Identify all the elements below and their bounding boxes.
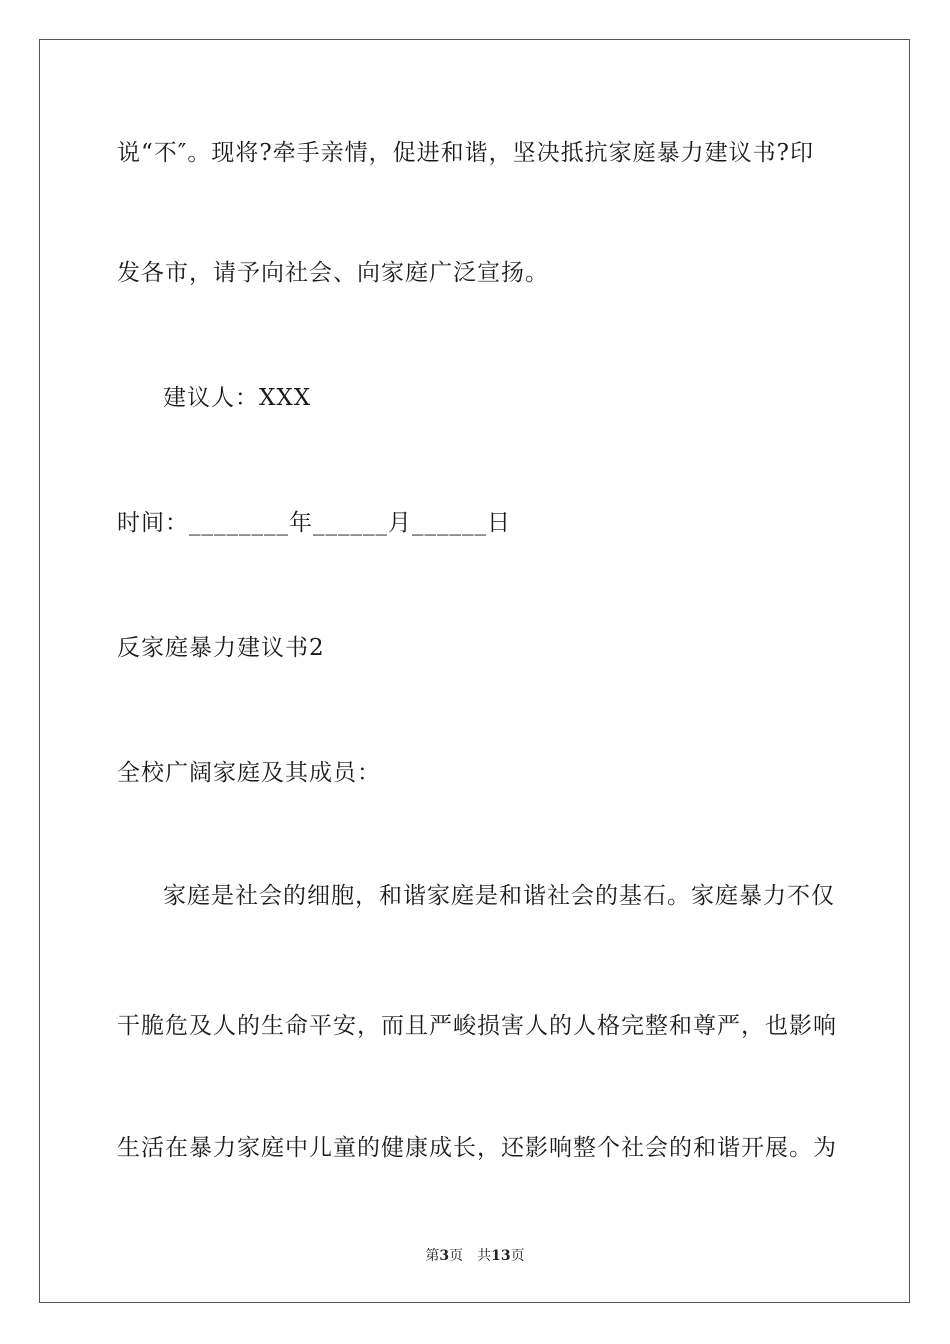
page-frame: [39, 39, 910, 1303]
body-line-2: 发各市，请予向社会、向家庭广泛宣扬。: [117, 260, 549, 286]
body-line-1: 说“不″。现将?牵手亲情，促进和谐，坚决抵抗家庭暴力建议书?印: [117, 140, 815, 166]
total-suffix: 页: [510, 1248, 525, 1264]
paragraph-line-1: 家庭是社会的细胞，和谐家庭是和谐社会的基石。家庭暴力不仅: [163, 883, 835, 909]
paragraph-line-2: 干脆危及人的生命平安，而且严峻损害人的人格完整和尊严，也影响: [117, 1013, 837, 1039]
page-suffix: 页: [449, 1248, 464, 1264]
page-footer: [0, 1247, 950, 1265]
page-prefix: 第: [425, 1248, 440, 1264]
page-number: 3: [439, 1248, 450, 1264]
date-line: 时间：________年______月______日: [117, 510, 511, 536]
total-pages: 13: [491, 1248, 511, 1264]
total-prefix: 共: [477, 1248, 492, 1264]
section-title: 反家庭暴力建议书2: [117, 635, 325, 661]
salutation: 全校广阔家庭及其成员：: [117, 760, 381, 786]
paragraph-line-3: 生活在暴力家庭中儿童的健康成长，还影响整个社会的和谐开展。为: [117, 1135, 837, 1161]
proposer-line: 建议人：XXX: [163, 385, 312, 411]
